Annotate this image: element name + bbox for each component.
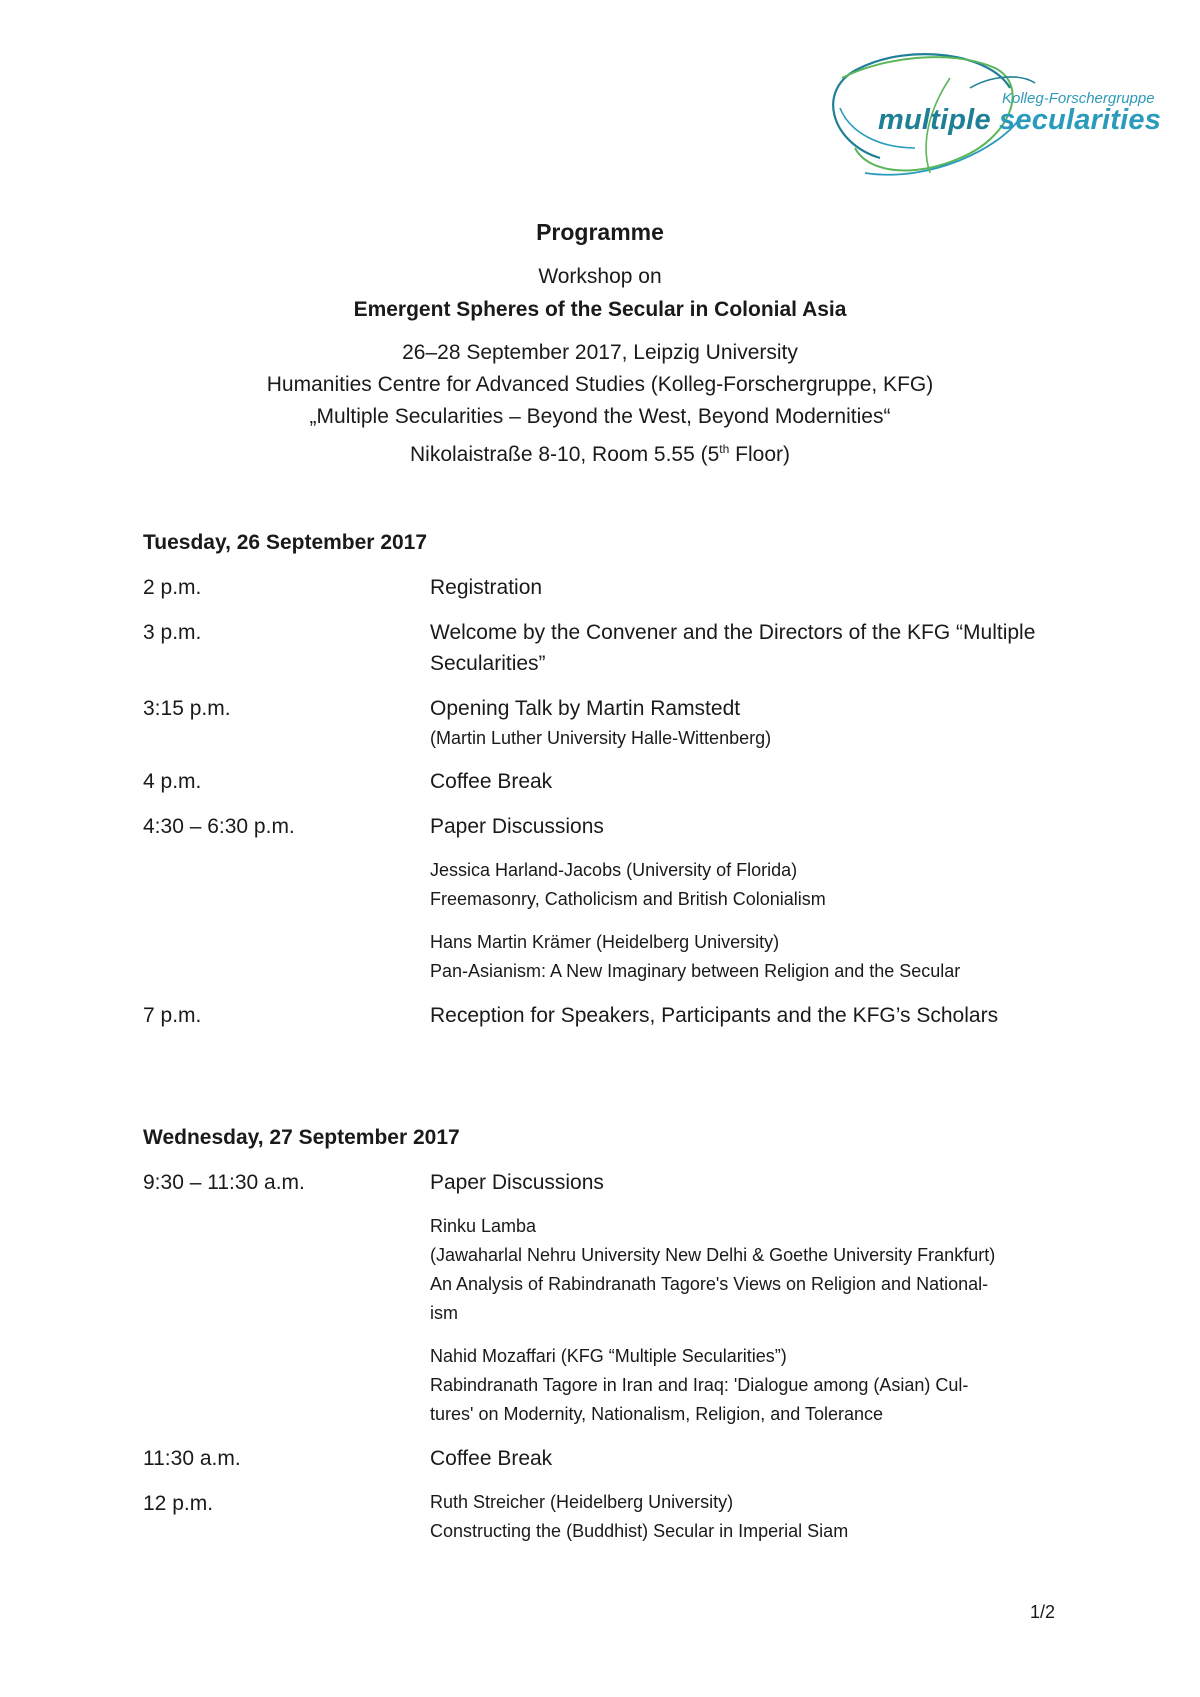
schedule-row [143,1443,1083,1474]
schedule-item: Welcome by the Convener and the Directors of the KFG “Multiple Secularities” [430,621,1036,675]
logo-wordmark [878,104,1161,137]
event-details [0,337,1200,471]
talk-title-cont: ism [430,1303,458,1323]
schedule-item: Registration [430,576,543,599]
schedule-item: Opening Talk by Martin Ramstedt [430,697,741,720]
programme-header [0,216,1200,471]
event-organizer: Humanities Centre for Advanced Studies (Kolleg-Forschergruppe, KFG) [266,373,934,396]
schedule-row [143,766,1083,797]
schedule-item: Reception for Speakers, Participants and the KFG’s Scholars [430,1004,999,1027]
schedule-time: 12 p.m. [143,1492,214,1515]
schedule-row [143,1167,1083,1429]
event-venue [0,433,1200,471]
talk-speaker: Nahid Mozaffari (KFG “Multiple Secularities”) [430,1346,787,1366]
page-title: Programme [536,219,664,245]
talk-entry [430,1488,1083,1546]
talk-title: Freemasonry, Catholicism and British Colonialism [430,889,826,909]
talk-entry [430,1342,1083,1429]
schedule-item-affiliation: (Martin Luther University Halle-Wittenberg) [430,728,772,748]
schedule-row [143,811,1083,986]
day-section-wednesday [143,1123,1083,1560]
venue-text-end: Floor) [729,443,790,466]
day-heading: Wednesday, 27 September 2017 [143,1126,460,1149]
schedule-item: Coffee Break [430,770,553,793]
page-number: 1/2 [1030,1602,1056,1622]
day-heading: Tuesday, 26 September 2017 [143,531,428,554]
workshop-title: Emergent Spheres of the Secular in Colonial Asia [353,298,847,321]
workshop-prefix: Workshop on [538,265,662,288]
schedule-time: 7 p.m. [143,1004,202,1027]
talk-title: Constructing the (Buddhist) Secular in Imperial Siam [430,1521,849,1541]
talk-speaker: Rinku Lamba [430,1216,537,1236]
schedule-time: 9:30 – 11:30 a.m. [143,1171,305,1194]
schedule-row [143,693,1083,752]
event-date: 26–28 September 2017, Leipzig University [402,341,798,364]
schedule-time: 4 p.m. [143,770,202,793]
talk-speaker: Hans Martin Krämer (Heidelberg University) [430,932,780,952]
schedule-time: 3 p.m. [143,621,202,644]
talk-title: An Analysis of Rabindranath Tagore's Views on Religion and National- [430,1274,989,1294]
schedule-time: 2 p.m. [143,576,202,599]
event-project: „Multiple Secularities – Beyond the West, Beyond Modernities“ [309,405,891,428]
schedule-time: 4:30 – 6:30 p.m. [143,815,295,838]
talk-entry [430,856,1083,914]
talk-entry [430,928,1083,986]
schedule-time: 3:15 p.m. [143,697,231,720]
schedule-item: Paper Discussions [430,815,604,838]
venue-text: Nikolaistraße 8-10, Room 5.55 (5 [409,443,720,466]
schedule-row [143,572,1083,603]
talk-title-cont: tures' on Modernity, Nationalism, Religion, and Tolerance [430,1404,884,1424]
talk-title: Pan-Asianism: A New Imaginary between Religion and the Secular [430,961,961,981]
schedule-row [143,1488,1083,1546]
schedule-row [143,617,1083,679]
talk-affiliation: (Jawaharlal Nehru University New Delhi & Goethe University Frankfurt) [430,1245,996,1265]
schedule-item: Coffee Break [430,1447,553,1470]
logo-subtitle: Kolleg-Forschergruppe [1002,90,1155,107]
logo [820,48,1160,183]
day-section-tuesday [143,528,1083,1045]
talk-entry [430,1212,1083,1328]
venue-sup: th [719,442,730,456]
logo-word-multiple: multiple [878,104,991,136]
schedule-time: 11:30 a.m. [143,1447,241,1470]
talk-speaker: Ruth Streicher (Heidelberg University) [430,1492,734,1512]
talk-speaker: Jessica Harland-Jacobs (University of Florida) [430,860,798,880]
talk-title: Rabindranath Tagore in Iran and Iraq: 'Dialogue among (Asian) Cul- [430,1375,969,1395]
logo-word-secularities: secularities [999,104,1162,136]
schedule-item: Paper Discussions [430,1171,604,1194]
schedule-row [143,1000,1083,1031]
